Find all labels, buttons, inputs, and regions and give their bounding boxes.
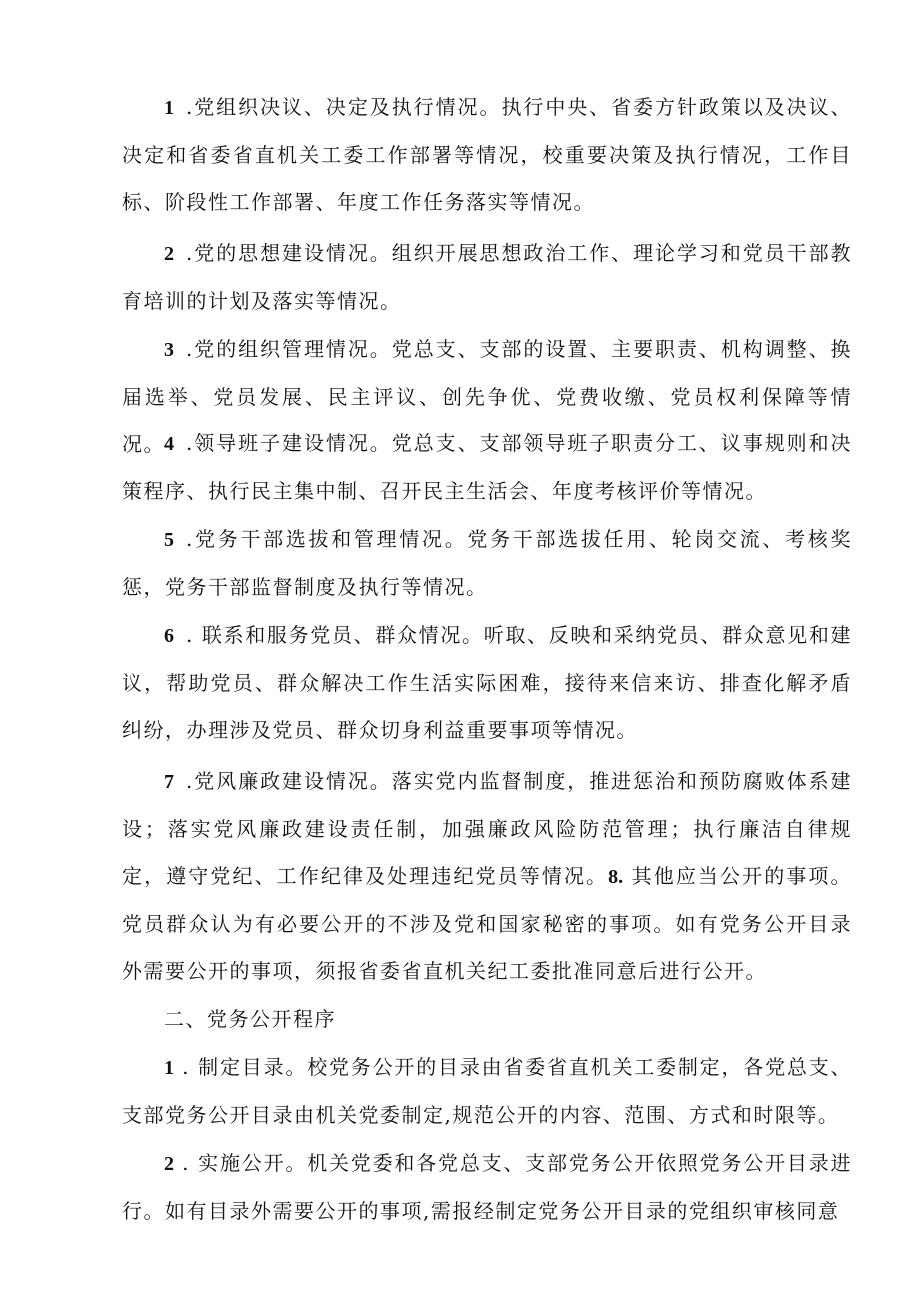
item-number: 3 (164, 339, 174, 361)
item-4 (122, 420, 852, 515)
step-body: 机关党委和各党总支、支部党务公开依照党务公开目录进行。如有目录外需要公开的事项,需报经制定党务公开目录的党组织审核同意 (122, 1151, 852, 1223)
item-body: 党总支、支部领导班子职责分工、议事规则和决策程序、执行民主集中制、召开民主生活会、年度考核评价等情况。 (122, 431, 853, 503)
item-number: 2 (164, 243, 174, 265)
item-5 (122, 516, 852, 611)
step-2 (122, 1140, 852, 1235)
section-heading: 二、党务公开程序 (164, 1007, 336, 1031)
item-number: 6 (164, 625, 174, 647)
item-8-lead: 其他应当公开的事项。 (623, 864, 853, 888)
item-lead: .党组织决议、决定及执行情况。 (186, 95, 502, 119)
item-1 (122, 84, 852, 226)
item-lead: .领导班子建设情况。 (186, 431, 392, 455)
item-6 (122, 612, 852, 754)
item-body: 执行中央、省委方针政策以及决议、决定和省委省直机关工委工作部署等情况，校重要决策及执行情况，工作目标、阶段性工作部署、年度工作任务落实等情况。 (122, 95, 853, 214)
item-lead: .党的组织管理情况。 (186, 337, 392, 361)
step-number: 2 (164, 1153, 174, 1175)
step-lead: . 实施公开。 (174, 1151, 308, 1175)
item-lead: . 联系和服务党员、群众情况。 (186, 623, 484, 647)
item-number: 1 (164, 97, 174, 119)
item-lead: .党务干部选拔和管理情况。 (186, 527, 468, 551)
step-number: 1 (164, 1057, 174, 1079)
item-7 (122, 758, 852, 995)
item-2 (122, 230, 852, 325)
item-8-number: 8. (608, 866, 624, 888)
item-number: 7 (164, 771, 174, 793)
item-body: 听取、反映和采纳党员、群众意见和建议，帮助党员、群众解决工作生活实际困难，接待来信来访、排查化解矛盾纠纷，办理涉及党员、群众切身利益重要事项等情况。 (122, 623, 853, 742)
item-8-body: 党员群众认为有必要公开的不涉及党和国家秘密的事项。如有党务公开目录外需要公开的事项，须报省委省直机关纪工委批准同意后进行公开。 (122, 912, 852, 983)
item-body: 党总支、支部的设置、主要职责、机构调整、换届选举、党员发展、民主评议、创先争优、党费收缴、党员权利保障等情况。 (122, 337, 853, 456)
step-lead: . 制定目录。 (174, 1055, 308, 1079)
item-lead: .党风廉政建设情况。 (186, 769, 392, 793)
item-body: 落实党内监督制度，推进惩治和预防腐败体系建设；落实党风廉政建设责任制，加强廉政风险防范管理；执行廉洁自律规定，遵守党纪、工作纪律及处理违纪党员等情况。 (122, 769, 853, 888)
step-1 (122, 1044, 852, 1139)
item-body: 组织开展思想政治工作、理论学习和党员干部教育培训的计划及落实等情况。 (122, 241, 853, 313)
item-number: 4 (164, 433, 174, 455)
item-body: 党务干部选拔任用、轮岗交流、考核奖惩，党务干部监督制度及执行等情况。 (122, 527, 853, 599)
step-body: 校党务公开的目录由省委省直机关工委制定，各党总支、支部党务公开目录由机关党委制定,规范公开的内容、范围、方式和时限等。 (122, 1055, 852, 1127)
item-number: 5 (164, 529, 174, 551)
item-lead: .党的思想建设情况。 (186, 241, 392, 265)
